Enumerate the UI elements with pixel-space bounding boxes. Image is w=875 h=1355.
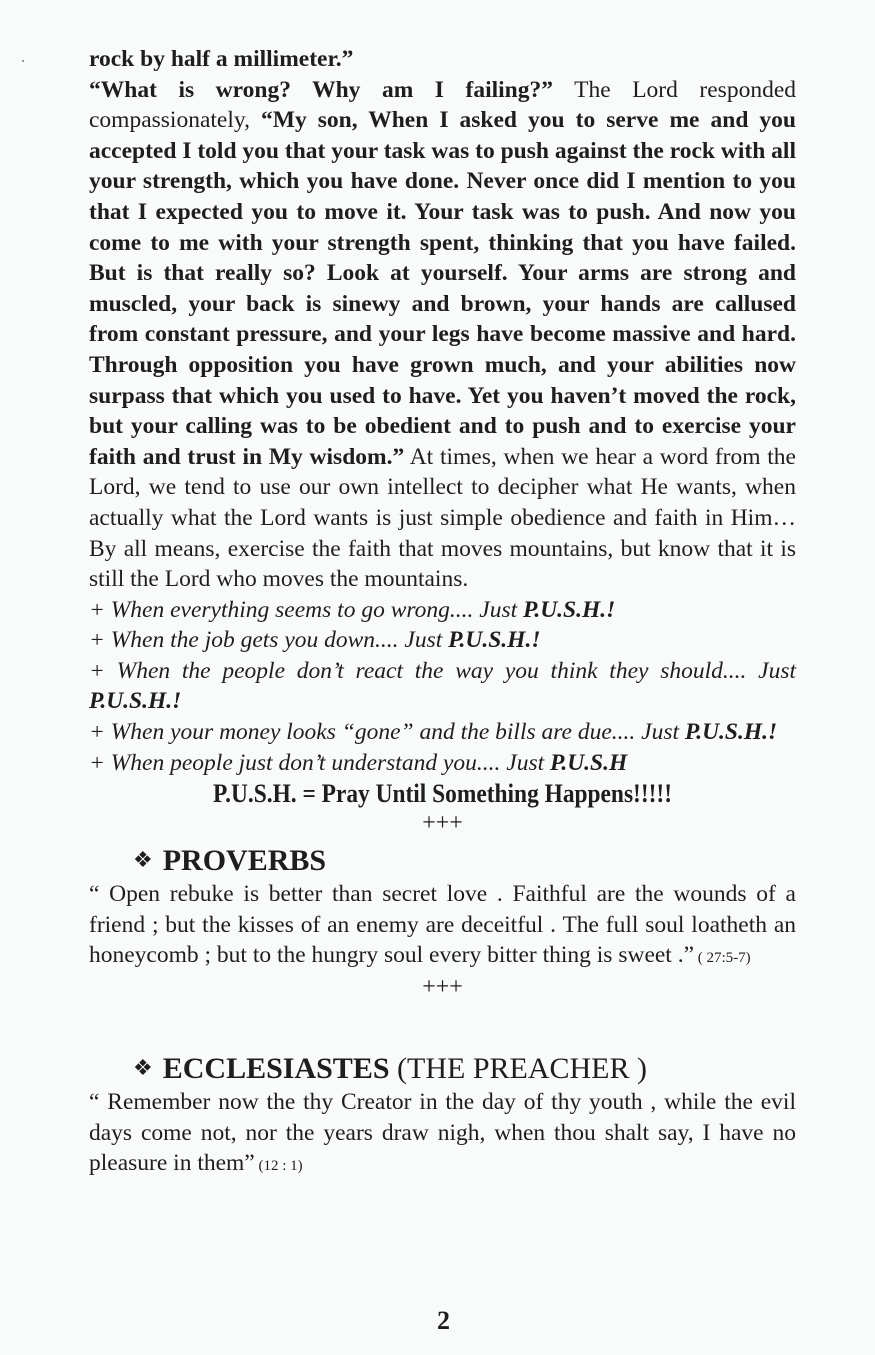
bullet-item	[89, 595, 796, 626]
ecclesiastes-title: ECCLESIASTES	[162, 1052, 390, 1086]
push-definition: P.U.S.H. = Pray Until Something Happens!!!!!	[212, 779, 673, 809]
proverbs-heading	[89, 842, 796, 879]
push-bullets	[89, 595, 796, 779]
diamond-bullet-icon: ❖	[133, 1055, 153, 1081]
bullet-push: P.U.S.H.!	[684, 719, 778, 746]
proverbs-reference: ( 27:5-7)	[694, 950, 751, 967]
proverbs-quote-text: “ Open rebuke is better than secret love . Faithful are the wounds of a friend ; but the kisses of an enemy are deceitful . The full soul loatheth an honeycomb ; but to the hungry soul every bitter thing is sweet .”	[89, 881, 796, 969]
scan-speck	[22, 60, 24, 62]
story-paragraph	[89, 75, 796, 595]
ecclesiastes-reference: (12 : 1)	[254, 1158, 303, 1175]
bullet-item	[89, 748, 796, 779]
ecclesiastes-heading	[89, 1050, 796, 1087]
bullet-push: P.U.S.H.!	[523, 596, 616, 623]
bullet-text: + When the people don’t react the way you think they should.... Just	[89, 657, 796, 684]
page-number: 2	[437, 1306, 450, 1335]
bullet-push: P.U.S.H.!	[89, 688, 182, 715]
question-tail: The Lord responded compassionately,	[89, 76, 797, 134]
bullet-item	[89, 625, 796, 656]
diamond-bullet-icon: ❖	[133, 847, 153, 873]
separator: +++	[422, 810, 463, 837]
bullet-text: + When people just don’t understand you.... Just	[89, 749, 550, 776]
ecclesiastes-subtitle: (THE PREACHER )	[389, 1052, 648, 1086]
bullet-text: + When your money looks “gone” and the bills are due.... Just	[89, 719, 685, 746]
story-closing: At times, when we hear a word from the Lord, we tend to use our own intellect to decipher what He wants, when actually what the Lord wants is just simple obedience and faith in Him… By all means, exercise the faith that moves mountains, but know that it is still the Lord who moves the mountains.	[89, 443, 796, 593]
ecclesiastes-quote	[89, 1087, 796, 1182]
lord-response: “My son, When I asked you to serve me and you accepted I told you that your task was to push against the rock with all your strength, which you have done. Never once did I mention to you that I expected you to move it. Your task was to push. And now you come to me with your strength spent, thinking that you have failed. But is that really so? Look at yourself. Your arms are strong and muscled, your back is sinewy and brown, your hands are callused from constant pressure, and your legs have become massive and hard. Through opposition you have grown much, and your abilities now surpass that which you used to have. Yet you haven’t moved the rock, but your calling was to be obedient and to push and to exercise your faith and trust in My wisdom.”	[89, 107, 797, 470]
bullet-push: P.U.S.H	[550, 749, 628, 776]
separator: +++	[422, 974, 463, 1001]
bullet-push: P.U.S.H.!	[448, 627, 541, 654]
ecclesiastes-quote-text: “ Remember now the thy Creator in the day of thy youth , while the evil days come not, nor the years draw nigh, when thou shalt say, I have no pleasure in them”	[89, 1089, 796, 1177]
bullet-text: + When the job gets you down.... Just	[89, 627, 449, 654]
proverbs-quote	[89, 879, 796, 974]
bullet-text: + When everything seems to go wrong.... Just	[89, 596, 523, 623]
page-body	[89, 44, 796, 1182]
question-bold: “What is wrong? Why am I failing?”	[89, 76, 553, 103]
proverbs-title: PROVERBS	[162, 844, 327, 878]
story-line-1: rock by half a millimeter.”	[89, 46, 354, 72]
bullet-item	[89, 656, 796, 717]
bullet-item	[89, 717, 796, 748]
